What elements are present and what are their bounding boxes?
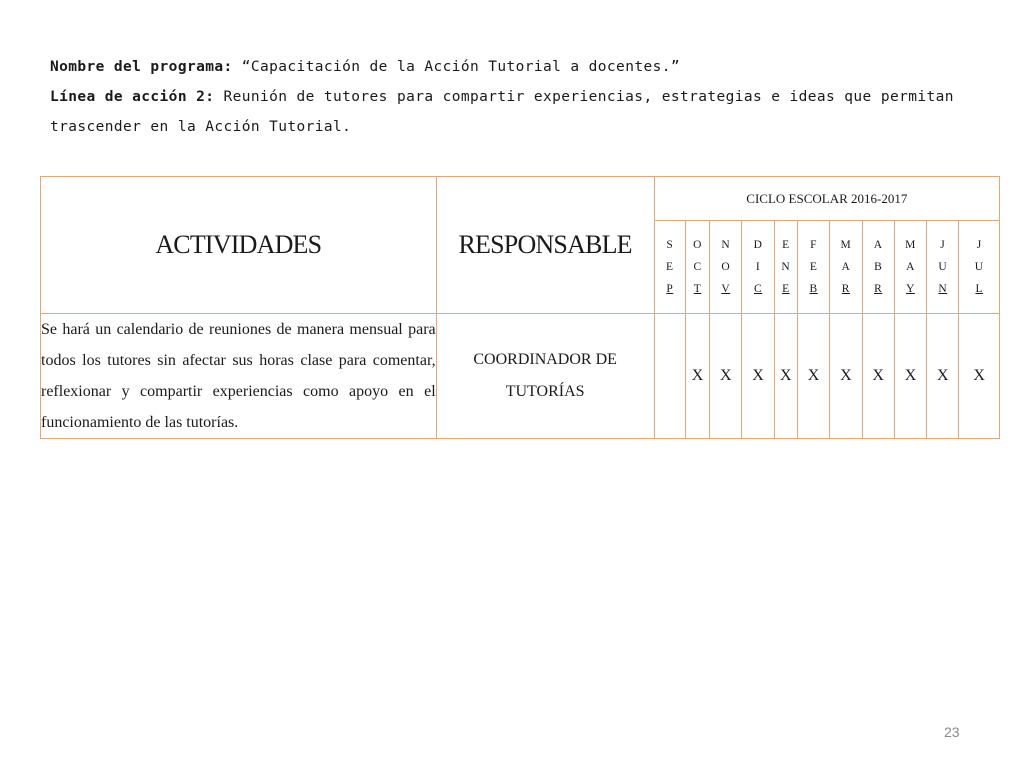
month-letter: Y (906, 283, 915, 295)
document-header (50, 52, 980, 142)
month-letter: I (755, 261, 761, 273)
month-header (774, 221, 797, 314)
month-header (710, 221, 742, 314)
month-letter: S (666, 239, 674, 251)
month-letter: A (841, 261, 851, 273)
month-mark-cell: X (927, 314, 959, 439)
month-letter: N (721, 239, 731, 251)
month-letter: E (782, 283, 790, 295)
month-mark-cell: X (742, 314, 774, 439)
month-letter: O (721, 261, 731, 273)
month-letter: N (938, 283, 948, 295)
month-letter: D (753, 239, 763, 251)
month-header (862, 221, 894, 314)
month-mark-cell: X (797, 314, 829, 439)
month-header (927, 221, 959, 314)
page-number: 23 (944, 724, 960, 740)
month-mark-cell: X (959, 314, 1000, 439)
month-letter: A (906, 261, 915, 273)
program-line (50, 52, 980, 82)
month-mark-cell: X (830, 314, 862, 439)
program-label: Nombre del programa: (50, 59, 233, 75)
school-cycle-header: CICLO ESCOLAR 2016-2017 (654, 177, 999, 221)
month-letter: B (809, 283, 818, 295)
responsible-line-2: TUTORÍAS (505, 383, 585, 400)
month-header (797, 221, 829, 314)
month-mark-cell: X (710, 314, 742, 439)
month-header (830, 221, 862, 314)
month-letter: C (693, 261, 702, 273)
month-letter: M (905, 239, 916, 251)
month-letter: E (809, 261, 818, 273)
month-letter: E (782, 239, 790, 251)
month-letter: R (874, 283, 883, 295)
action-line (50, 82, 980, 142)
month-header (654, 221, 685, 314)
month-mark-cell: X (894, 314, 926, 439)
month-letter: A (873, 239, 883, 251)
activities-table (40, 176, 1000, 439)
responsible-cell (436, 314, 654, 439)
responsible-line-1: COORDINADOR DE (473, 351, 617, 368)
month-letter: J (940, 239, 946, 251)
month-header (959, 221, 1000, 314)
action-line-label: Línea de acción 2: (50, 89, 215, 105)
month-letter: T (693, 283, 702, 295)
month-letter: O (693, 239, 702, 251)
month-letter: N (781, 261, 791, 273)
month-letter: B (874, 261, 883, 273)
month-letter: U (938, 261, 948, 273)
month-letter: C (754, 283, 763, 295)
responsible-column-header: RESPONSABLE (436, 177, 654, 314)
month-mark-cell: X (862, 314, 894, 439)
month-letter: P (666, 283, 674, 295)
month-mark-cell: X (774, 314, 797, 439)
activities-column-header: ACTIVIDADES (41, 177, 437, 314)
month-header (742, 221, 774, 314)
month-mark-cell: X (685, 314, 709, 439)
month-letter: F (810, 239, 818, 251)
month-header (685, 221, 709, 314)
program-value: “Capacitación de la Acción Tutorial a docentes.” (232, 59, 680, 75)
month-letter: V (721, 283, 731, 295)
table-row (41, 314, 1000, 439)
month-letter: J (976, 239, 982, 251)
activity-cell: Se hará un calendario de reuniones de manera mensual para todos los tutores sin afectar sus horas clase para comentar, reflexionar y compartir experiencias como apoyo en el funcionamiento de las tutorías. (41, 314, 437, 439)
month-letter: M (840, 239, 852, 251)
month-letter: E (666, 261, 674, 273)
action-line-value: Reunión de tutores para compartir experiencias, estrategias e ideas que permitan trascender en la Acción Tutorial. (50, 89, 954, 135)
month-letter: U (974, 261, 984, 273)
month-header (894, 221, 926, 314)
month-letter: R (841, 283, 850, 295)
header-row (41, 177, 1000, 221)
month-letter: L (975, 283, 983, 295)
month-mark-cell (654, 314, 685, 439)
